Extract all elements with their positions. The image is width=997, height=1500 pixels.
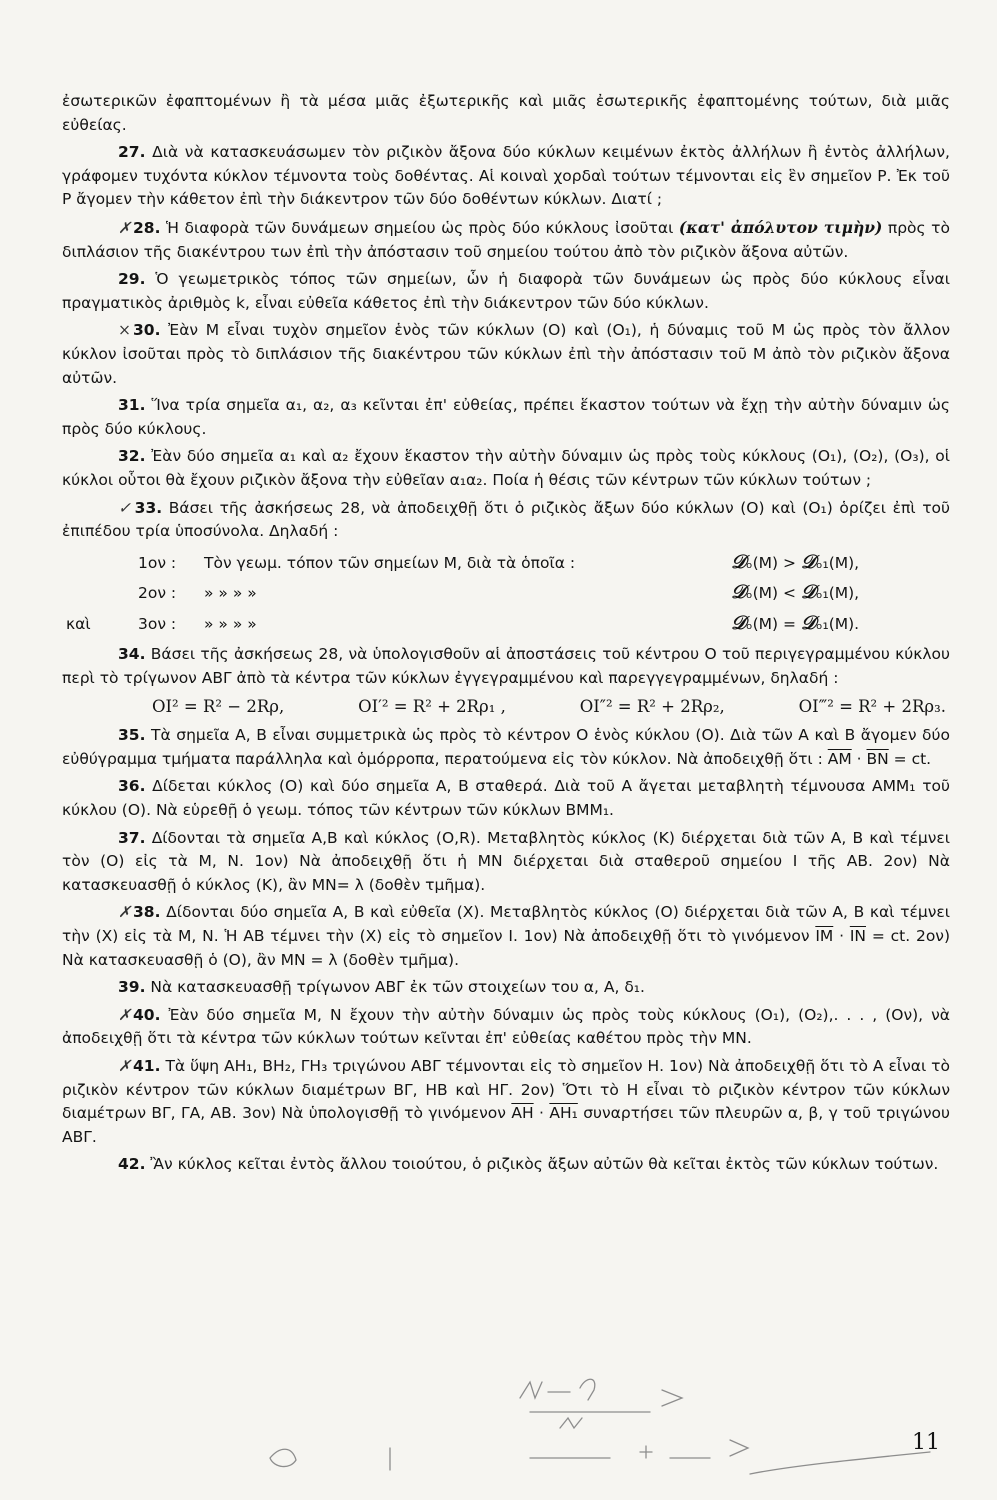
- exercise-33: [62, 497, 950, 544]
- handwritten-cross-icon: ×: [118, 321, 131, 340]
- list-item: [62, 548, 950, 579]
- exercise-number: 27.: [118, 143, 146, 162]
- exercise-text: Ἐὰν δύο σημεῖα Μ, Ν ἔχουν τὴν αὐτὴν δύναμιν ὡς πρὸς τοὺς κύκλους (Ο₁), (Ο₂),. . . , (Ον), νὰ ἀποδειχθῇ ὅτι τὰ κέντρα τῶν κύκλων τούτων κεῖνται ἐπ' εὐθείας καθέτου πρὸς τὴν ΜΝ.: [62, 1005, 950, 1048]
- exercise-text: Νὰ κατασκευασθῇ τρίγωνον ΑΒΓ ἐκ τῶν στοιχείων του α, Α, δ₁.: [150, 978, 645, 997]
- list-label: 3ον :: [138, 614, 177, 633]
- exercise-number: 31.: [118, 396, 146, 415]
- page-number: 11: [912, 1430, 940, 1455]
- pencil-scribbles: [230, 1370, 990, 1490]
- equals-constant: = ct.: [888, 749, 932, 768]
- handwritten-cross-icon: ✗: [118, 1056, 131, 1075]
- exercise-text-cont: = ct. 2ον) Νὰ κατασκευασθῇ ὁ (Ο), ἂν ΜΝ = λ (δοθὲν τμῆμα).: [62, 927, 951, 969]
- relation: ₒ(Μ) >: [746, 553, 801, 572]
- vector-in: $\overline{IN}$: [849, 927, 866, 945]
- list-prefix: [62, 578, 114, 609]
- exercise-number: 30.: [133, 321, 161, 340]
- relation: ₒ(Μ) <: [746, 584, 801, 603]
- relation-rhs: ₒ₁(Μ).: [816, 614, 860, 633]
- exercise-number: 39.: [118, 978, 146, 997]
- exercise-text: Βάσει τῆς ἀσκήσεως 28, νὰ ἀποδειχθῇ ὅτι ὁ ριζικὸς ἄξων δύο κύκλων (Ο) καὶ (Ο₁) ὁρίζει ἐπὶ τοῦ ἐπιπέδου τρία ὑποσύνολα. Δηλαδή :: [62, 498, 950, 541]
- exercise-41: [62, 1055, 950, 1149]
- exercise-number: 33.: [134, 498, 163, 517]
- exercise-text: Ὁ γεωμετρικὸς τόπος τῶν σημείων, ὧν ἡ διαφορὰ τῶν δυνάμεων ὡς πρὸς δύο κύκλους εἶναι πραγματικὸς ἀριθμὸς k, εἶναι εὐθεῖα κάθετος ἐπὶ τὴν διάκεντρον τῶν δύο κύκλων.: [62, 270, 950, 312]
- list-prefix: [62, 548, 114, 579]
- power-symbol: 𝒟: [800, 581, 817, 604]
- exercise-31: [62, 394, 950, 441]
- formula: ΟΙ′² = R² + 2Rρ₁ ,: [358, 696, 506, 716]
- exercise-text: Διὰ νὰ κατασκευάσωμεν τὸν ριζικὸν ἄξονα δύο κύκλων κειμένων ἐκτὸς ἀλλήλων ἢ ἐντὸς ἀλλήλων, γράφομεν τυχόντα κύκλον τέμνοντα τοὺς δοθέντας. Αἱ κοιναὶ χορδαὶ τούτων τέμνονται εἰς ἓν σημεῖον Ρ. Ἐκ τοῦ Ρ ἄγομεν τὴν κάθετον ἐπὶ τὴν διάκεντρον τῶν δύο δοθέντων κύκλων. Διατί ;: [62, 143, 950, 209]
- list-item: [62, 609, 950, 640]
- handwritten-check-icon: ✓: [118, 498, 133, 517]
- exercise-42: [62, 1153, 950, 1177]
- exercise-number: 35.: [118, 726, 146, 745]
- exercise-35: [62, 724, 950, 771]
- exercise-36: [62, 775, 950, 822]
- scribble-stroke: [730, 1440, 748, 1456]
- page-text: [62, 90, 950, 1181]
- exercise-text: Δίδονται δύο σημεῖα Α, Β καὶ εὐθεῖα (Χ). Μεταβλητὸς κύκλος (Ο) διέρχεται διὰ τῶν Α, Β καὶ τέμνει τὴν (Χ) εἰς τὰ Μ, Ν. Ἡ ΑΒ τέμνει τὴν (Χ) εἰς τὸ σημεῖον Ι. 1ον) Νὰ ἀποδειχθῇ ὅτι τὸ γινόμενον: [62, 903, 950, 945]
- exercise-28: [62, 216, 950, 264]
- handwritten-cross-icon: ✗: [118, 903, 131, 922]
- power-symbol: 𝒟: [800, 550, 817, 573]
- exercise-32: [62, 445, 950, 492]
- exercise-38: [62, 901, 950, 972]
- exercise-number: 40.: [133, 1005, 161, 1024]
- exercise-number: 36.: [118, 777, 146, 796]
- power-symbol: 𝒟: [731, 581, 747, 604]
- list-prefix: καὶ: [66, 614, 91, 633]
- relation: ₒ(Μ) =: [746, 614, 801, 633]
- exercise-text: Ἡ διαφορὰ τῶν δυνάμεων σημείου ὡς πρὸς δύο κύκλους ἰσοῦται: [166, 218, 674, 237]
- exercise-text: Ἐὰν Μ εἶναι τυχὸν σημεῖον ἑνὸς τῶν κύκλων (Ο) καὶ (Ο₁), ἡ δύναμις τοῦ Μ ὡς πρὸς τὸν ἄλλον κύκλον ἰσοῦται πρὸς τὸ διπλάσιον τῆς διακέντρου τῶν κύκλων ἐπὶ τὴν ἀπόστασιν τοῦ Μ ἀπὸ τὸν ριζικὸν ἄξονα αὐτῶν.: [62, 321, 950, 387]
- exercise-text-cont: πρὸς τὸ διπλάσιον τῆς διακέντρου των ἐπὶ τὴν ἀπόστασιν τοῦ σημείου τούτου ἀπὸ τὸν ριζικὸν ἄξονα αὐτῶν.: [62, 218, 950, 261]
- vector-im: $\overline{IM}$: [815, 927, 834, 945]
- vector-bn: $\overline{BN}$: [866, 749, 889, 768]
- scribble-stroke: [662, 1390, 682, 1406]
- scribble-stroke: [750, 1452, 930, 1474]
- list-item: [62, 578, 950, 609]
- handwritten-cross-icon: ✗: [118, 1005, 131, 1024]
- exercise-number: 38.: [133, 903, 161, 922]
- exercise-37: [62, 827, 950, 898]
- exercise-40: [62, 1004, 950, 1051]
- exercise-number: 29.: [118, 270, 146, 289]
- subset-list: [62, 548, 950, 640]
- formula: ΟΙ″² = R² + 2Rρ₂,: [579, 696, 725, 716]
- distance-formulas: [62, 695, 950, 719]
- power-symbol: 𝒟: [731, 550, 747, 573]
- dot-operator: ·: [533, 1104, 550, 1123]
- exercise-29: [62, 268, 950, 315]
- handwritten-cross-icon: ✗: [118, 218, 131, 237]
- exercise-text: Ἐὰν δύο σημεῖα α₁ καὶ α₂ ἔχουν ἕκαστον τὴν αὐτὴν δύναμιν ὡς πρὸς τοὺς κύκλους (Ο₁), (Ο₂), (Ο₃), οἱ κύκλοι οὗτοι θὰ ἔχουν ριζικὸν ἄξονα τὴν εὐθεῖαν α₁α₂. Ποία ἡ θέσις τῶν κέντρων τῶν κύκλων τούτων ;: [62, 447, 950, 489]
- exercise-39: [62, 976, 950, 1000]
- exercise-text: Ἂν κύκλος κεῖται ἐντὸς ἄλλου τοιούτου, ὁ ριζικὸς ἄξων αὐτῶν θὰ κεῖται ἐκτὸς τῶν κύκλων τούτων.: [150, 1155, 939, 1174]
- exercise-text: Δίδονται τὰ σημεῖα Α,Β καὶ κύκλος (Ο,R). Μεταβλητὸς κύκλος (Κ) διέρχεται διὰ τῶν Α, Β καὶ τέμνει τὸν (Ο) εἰς τὰ Μ, Ν. 1ον) Νὰ ἀποδειχθῇ ὅτι ἡ ΜΝ διέρχεται διὰ σταθεροῦ σημείου Ι τῆς ΑΒ. 2ον) Νὰ κατασκευασθῇ ὁ κύκλος (Κ), ἂν ΜΝ= λ (δοθὲν τμῆμα).: [62, 828, 950, 894]
- exercise-text: Ἵνα τρία σημεῖα α₁, α₂, α₃ κεῖνται ἐπ' εὐθείας, πρέπει ἕκαστον τούτων νὰ ἔχῃ τὴν αὐτὴν δύναμιν ὡς πρὸς δύο κύκλους.: [62, 396, 950, 438]
- exercise-27: [62, 141, 950, 212]
- exercise-number: 42.: [118, 1155, 146, 1174]
- vector-ah1: ΑΗ₁: [549, 1104, 578, 1123]
- dot-operator: ·: [851, 749, 867, 768]
- exercise-number: 28.: [133, 218, 161, 237]
- exercise-text: Τὰ σημεῖα Α, Β εἶναι συμμετρικὰ ὡς πρὸς τὸ κέντρον Ο ἑνὸς κύκλου (Ο). Διὰ τῶν Α καὶ Β ἄγομεν δύο εὐθύγραμμα τμήματα παράλληλα καὶ ὁμόρροπα, περατούμενα εἰς τὸν κύκλον. Νὰ ἀποδειχθῇ ὅτι :: [62, 726, 950, 768]
- exercise-number: 37.: [118, 828, 146, 847]
- exercise-34: [62, 643, 950, 690]
- list-description: » » » »: [204, 614, 257, 633]
- list-label: 2ον :: [138, 584, 177, 603]
- formula: ΟΙ² = R² − 2Rρ,: [152, 696, 285, 716]
- exercise-number: 34.: [118, 645, 146, 664]
- vector-am: $\overline{AM}$: [827, 749, 852, 768]
- exercise-emphasis: (κατ' ἀπόλυτον τιμὴν): [678, 217, 883, 237]
- exercise-text: Τὰ ὕψη ΑΗ₁, ΒΗ₂, ΓΗ₃ τριγώνου ΑΒΓ τέμνονται εἰς τὸ σημεῖον Η. 1ον) Νὰ ἀποδειχθῇ ὅτι τὸ Α εἶναι τὸ ριζικὸν κέντρον τῶν κύκλων διαμέτρων ΒΓ, ΗΒ καὶ ΗΓ. 2ον) Ὅτι τὸ Η εἶναι τὸ ριζικὸν κέντρον τῶν κύκλων διαμέτρων ΒΓ, ΓΑ, ΑΒ. 3ον) Νὰ ὑπολογισθῇ τὸ γινόμενον: [62, 1056, 950, 1123]
- exercise-text: Δίδεται κύκλος (Ο) καὶ δύο σημεῖα Α, Β σταθερά. Διὰ τοῦ Α ἄγεται μεταβλητὴ τέμνουσα ΑΜΜ₁ τοῦ κύκλου (Ο). Νὰ εὑρεθῇ ὁ γεωμ. τόπος τῶν κέντρων τῶν κύκλων ΒΜΜ₁.: [62, 777, 950, 820]
- scribble-stroke: [270, 1449, 296, 1466]
- list-label: 1ον :: [138, 553, 177, 572]
- power-symbol: 𝒟: [800, 611, 817, 634]
- scribble-stroke: [580, 1379, 595, 1400]
- exercise-text-cont: συναρτήσει τῶν πλευρῶν α, β, γ τοῦ τριγώνου ΑΒΓ.: [62, 1104, 950, 1146]
- scribble-stroke: [560, 1418, 582, 1428]
- power-symbol: 𝒟: [731, 611, 747, 634]
- vector-ah: $\overline{AH}$: [511, 1104, 534, 1123]
- scribble-stroke: [520, 1382, 542, 1398]
- intro-paragraph: ἐσωτερικῶν ἐφαπτομένων ἢ τὰ μέσα μιᾶς ἐξωτερικῆς καὶ μιᾶς ἐσωτερικῆς ἐφαπτομένης τούτων, διὰ μιᾶς εὐθείας.: [62, 92, 950, 134]
- relation-rhs: ₒ₁(Μ),: [816, 553, 860, 572]
- exercise-number: 32.: [118, 447, 146, 466]
- formula: ΟΙ‴² = R² + 2Rρ₃.: [798, 696, 946, 716]
- exercise-number: 41.: [133, 1056, 161, 1075]
- plus-sign: [640, 1446, 652, 1458]
- exercise-30: [62, 319, 950, 390]
- exercise-text: Βάσει τῆς ἀσκήσεως 28, νὰ ὑπολογισθοῦν αἱ ἀποστάσεις τοῦ κέντρου Ο τοῦ περιγεγραμμένου κύκλου περὶ τὸ τρίγωνον ΑΒΓ ἀπὸ τὰ κέντρα τῶν κύκλων ἐγγεγραμμένου καὶ παρεγγεγραμμένων, δηλαδή :: [62, 645, 950, 688]
- list-description: Τὸν γεωμ. τόπον τῶν σημείων Μ, διὰ τὰ ὁποῖα :: [204, 553, 576, 572]
- dot-operator: ·: [833, 927, 850, 945]
- list-description: » » » »: [204, 584, 257, 603]
- relation-rhs: ₒ₁(Μ),: [816, 584, 860, 603]
